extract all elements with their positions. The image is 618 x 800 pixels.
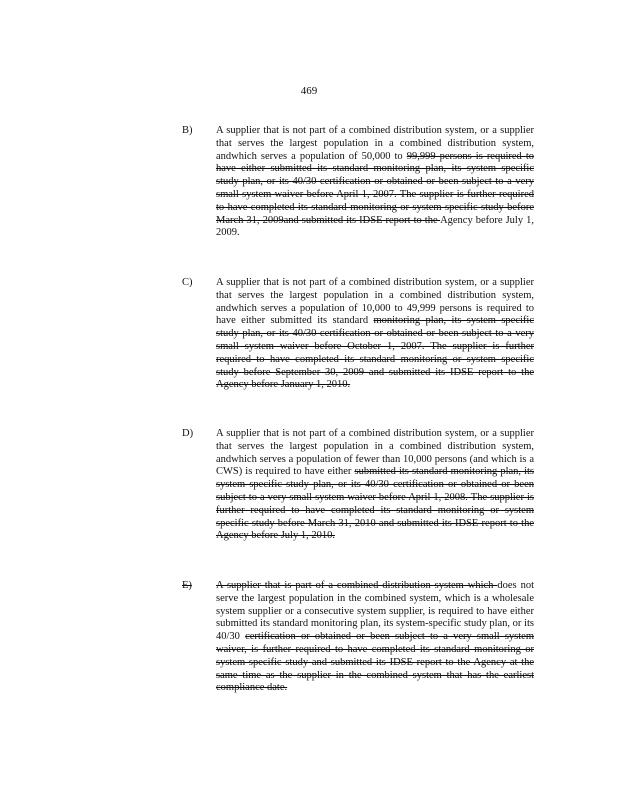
text-segment: Agency before July 1, 2009. <box>216 214 534 239</box>
section-label: C) <box>182 277 193 288</box>
section-label: B) <box>182 125 193 136</box>
page-number: 469 <box>300 85 318 97</box>
text-segment-deleted: A supplier that is part of a combined distribution system which <box>216 580 498 591</box>
text-segment-deleted: monitoring plan, its system specific study plan, or its 40/30 certification or obtained or been subject to a very small system waiver before October 1, 2007. The supplier is further required to have completed its standard monitoring or system specific study before September 30, 2009 and submitted its IDSE report to the Agency before January 1, 2010. <box>216 315 534 391</box>
section-text <box>216 580 534 695</box>
text-segment-deleted: submitted its standard monitoring plan, its system specific study plan, or its 40/30 certification or obtained or been subject to a very small system waiver before April 1, 2008. The supplier is further required to have completed its standard monitoring or system specific study before March 31, 2010 and submitted its IDSE report to the Agency before July 1, 2010. <box>216 466 535 542</box>
section-label: D) <box>182 428 194 439</box>
section-text <box>216 125 534 240</box>
section-text <box>216 277 534 392</box>
text-segment: A supplier that is not part of a combined distribution system, or a supplier that serves the largest population in a combined distribution system, and <box>216 277 534 314</box>
text-segment-deleted: certification or obtained or been subject to a very small system waiver, is further required to have completed its standard monitoring or system specific study and submitted its IDSE report to the Agency at the same time as the supplier in the combined system that has the earliest compliance date. <box>216 631 534 694</box>
section-text <box>216 428 534 543</box>
text-segment-deleted: 99,999 persons is required to have either submitted its standard monitoring plan, its system specific study plan, or its 40/30 certification or obtained or been subject to a very small system waiver before April 1, 2007. The supplier is further required to have completed its standard monitoring or system specific study before March 31, 2009 <box>216 150 535 226</box>
text-segment: does not serve the largest population in the combined system, which is a wholesale system supplier or a consecutive system supplier, is required to have either submitted its standard monitoring plan, its system-specific study plan, or its 40/30 <box>216 580 535 643</box>
section-label: E) <box>182 580 192 591</box>
text-segment: A supplier that is not part of a combined distribution system, or a supplier that serves the largest population in a combined distribution system, and <box>216 125 534 162</box>
text-segment: which serves a population of 10,000 to 49,999 persons is required to have either submitted its standard <box>216 302 534 327</box>
text-segment-deleted: and submitted its IDSE report to the <box>283 214 441 226</box>
text-segment: which serves a population of 50,000 to <box>231 150 407 162</box>
text-segment: A supplier that is not part of a combined distribution system, or a supplier that serves the largest population in a combined distribution system, and <box>216 428 534 465</box>
text-segment: which serves a population of fewer than 10,000 persons (and which is a CWS) is required to have either <box>216 453 534 478</box>
